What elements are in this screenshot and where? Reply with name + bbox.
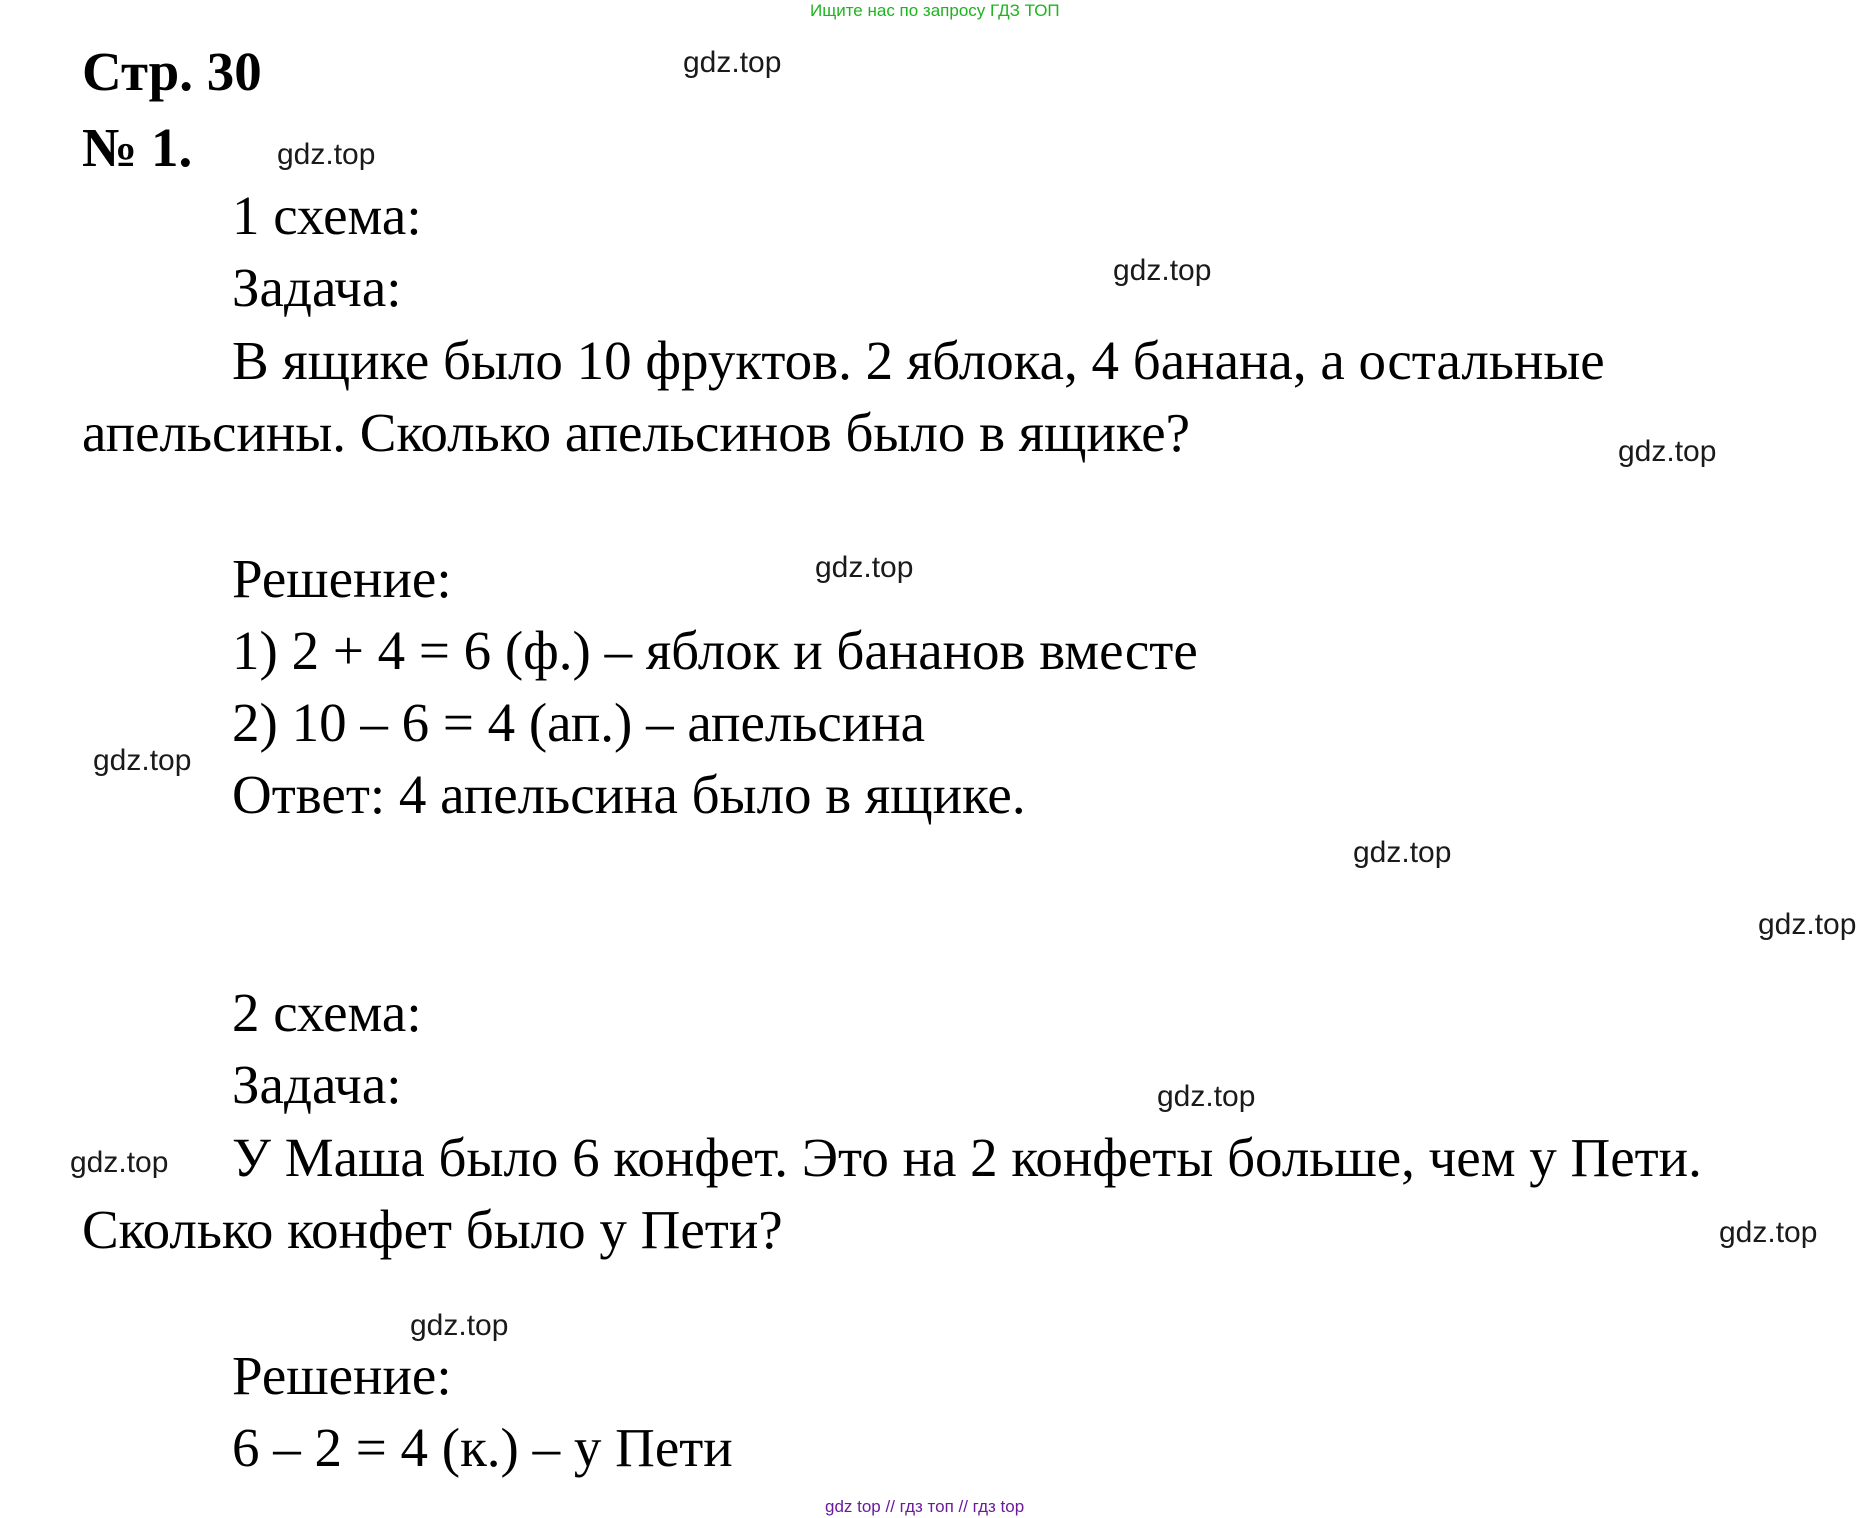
part2-task-line-2: Сколько конфет было у Пети? [82, 1199, 783, 1260]
part2-solution-label: Решение: [232, 1345, 452, 1406]
bottom-banner: gdz top // гдз топ // гдз top [825, 1497, 1025, 1516]
watermark: gdz.top [1113, 254, 1212, 287]
watermark: gdz.top [1353, 836, 1452, 869]
watermark: gdz.top [1618, 435, 1717, 468]
part1-solution-label: Решение: [232, 548, 452, 609]
page-number-heading: Стр. 30 [82, 41, 262, 102]
watermark: gdz.top [1157, 1080, 1256, 1113]
top-banner: Ищите нас по запросу ГДЗ ТОП [810, 1, 1060, 20]
watermark: gdz.top [93, 744, 192, 777]
watermark: gdz.top [1758, 908, 1857, 941]
part2-task-label: Задача: [232, 1054, 402, 1115]
watermark: gdz.top [70, 1146, 169, 1179]
watermark: gdz.top [277, 138, 376, 171]
part1-task-label: Задача: [232, 257, 402, 318]
part1-scheme-label: 1 схема: [232, 185, 422, 246]
part1-solution-step-2: 2) 10 – 6 = 4 (ап.) – апельсина [232, 692, 926, 753]
part1-task-line-2: апельсины. Сколько апельсинов было в ящике? [82, 402, 1191, 463]
watermark: gdz.top [683, 46, 782, 79]
part2-solution-step-1: 6 – 2 = 4 (к.) – у Пети [232, 1417, 733, 1478]
part2-task-line-1: У Маша было 6 конфет. Это на 2 конфеты больше, чем у Пети. [232, 1127, 1702, 1188]
exercise-number-heading: № 1. [82, 117, 193, 178]
watermark: gdz.top [815, 551, 914, 584]
part1-solution-step-1: 1) 2 + 4 = 6 (ф.) – яблок и бананов вместе [232, 620, 1198, 681]
part1-task-line-1: В ящике было 10 фруктов. 2 яблока, 4 банана, а остальные [232, 330, 1605, 391]
watermark: gdz.top [1719, 1216, 1818, 1249]
part1-answer: Ответ: 4 апельсина было в ящике. [232, 764, 1026, 825]
watermark: gdz.top [410, 1309, 509, 1342]
part2-scheme-label: 2 схема: [232, 982, 422, 1043]
